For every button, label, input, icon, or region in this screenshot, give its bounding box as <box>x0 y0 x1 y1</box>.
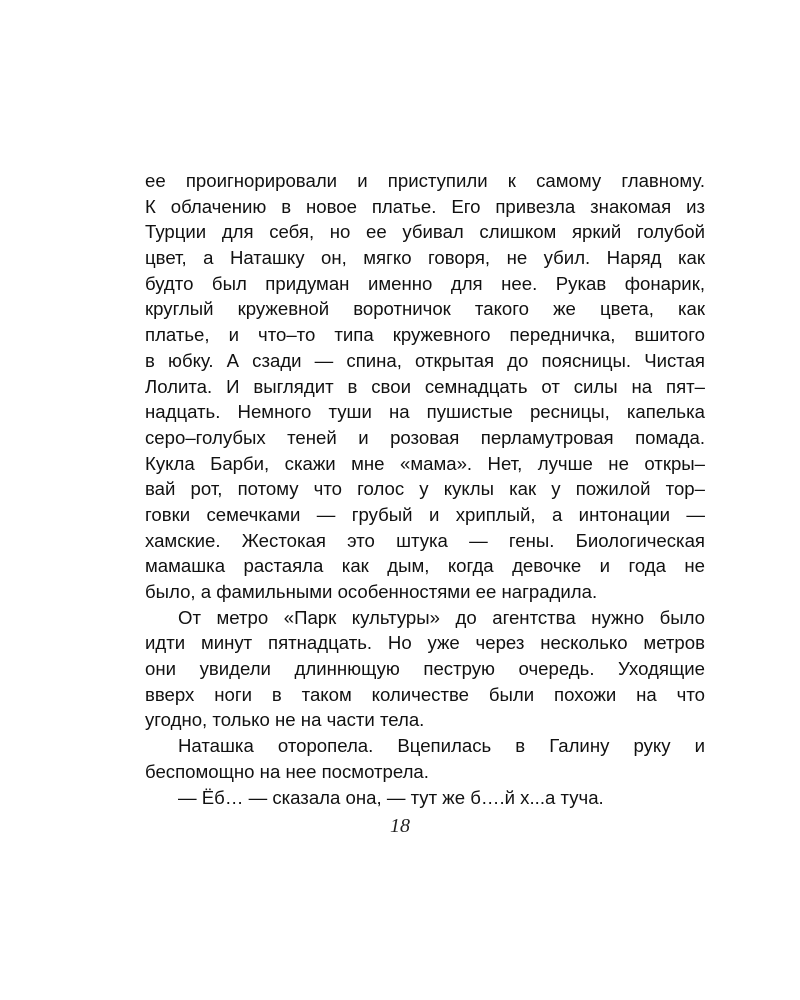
text-line: вверх ноги в таком количестве были похожи на что <box>145 683 705 705</box>
text-line: говки семечками — грубый и хриплый, а интонации — <box>145 503 705 525</box>
text-line: От метро «Парк культуры» до агентства нужно было <box>178 606 705 628</box>
text-line: серо–голубых теней и розовая перламутровая помада. <box>145 426 705 448</box>
text-line: хамские. Жестокая это штука — гены. Биологическая <box>145 529 705 551</box>
text-line: было, а фамильными особенностями ее наградила. <box>145 581 598 602</box>
text-line: платье, и что–то типа кружевного передничка, вшитого <box>145 324 705 346</box>
body-text <box>145 168 705 810</box>
text-line: Наташка оторопела. Вцепилась в Галину руку и <box>178 735 705 757</box>
page-number: 18 <box>390 815 410 837</box>
text-line: вай рот, потому что голос у куклы как у пожилой тор– <box>145 478 705 500</box>
text-line: в юбку. А сзади — спина, открытая до поясницы. Чистая <box>145 349 705 371</box>
text-line: они увидели длиннющую пеструю очередь. Уходящие <box>145 658 705 680</box>
text-line: будто был придуман именно для нее. Рукав фонарик, <box>145 272 705 294</box>
text-line: идти минут пятнадцать. Но уже через несколько метров <box>145 632 705 654</box>
text-line: беспомощно на нее посмотрела. <box>145 760 429 782</box>
text-line: Турции для себя, но ее убивал слишком яркий голубой <box>145 221 705 243</box>
text-line: цвет, а Наташку он, мягко говоря, не убил. Наряд как <box>145 247 705 269</box>
text-line: мамашка растаяла как дым, когда девочке и года не <box>145 555 705 577</box>
text-line: круглый кружевной воротничок такого же цвета, как <box>145 298 705 320</box>
text-line: ее проигнорировали и приступили к самому главному. <box>145 170 705 191</box>
text-line: К облачению в новое платье. Его привезла знакомая из <box>145 195 705 217</box>
text-line: угодно, только не на части тела. <box>145 709 425 731</box>
text-line: Лолита. И выглядит в свои семнадцать от силы на пят– <box>145 375 705 397</box>
text-line: — Ёб… — сказала она, — тут же б….й х...а туча. <box>178 786 604 808</box>
text-line: Кукла Барби, скажи мне «мама». Нет, лучше не откры– <box>145 452 705 474</box>
text-line: надцать. Немного туши на пушистые ресницы, капелька <box>145 401 705 423</box>
